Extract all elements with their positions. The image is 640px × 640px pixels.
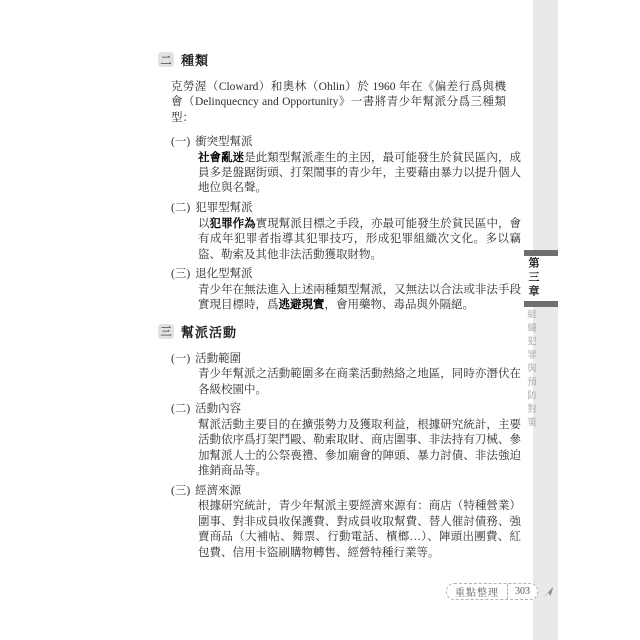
section-header	[158, 50, 524, 69]
item-label: (一)	[171, 352, 191, 365]
section-types	[158, 50, 524, 314]
page-number: 303	[507, 584, 537, 599]
section-title: 幫派活動	[181, 324, 238, 340]
chapter-tab-bar-bottom	[524, 301, 558, 307]
chapter-title-vertical: 組織犯罪與預防對策	[525, 309, 535, 431]
chapter-tab-bar-top	[524, 250, 558, 256]
item-body: 幫派活動主要目的在擴張勢力及獲取利益，根據研究統計，主要活動依序爲打架鬥毆、勒索取財、商店圍事、非法持有刀械、參加幫派人士的公祭喪禮、參加廟會的陣頭、暴力討債、非法強迫推銷商品等。	[198, 418, 521, 478]
page-marker-box	[446, 583, 538, 600]
sidebar-strip-top	[533, 0, 558, 250]
footer	[446, 583, 555, 600]
item-body: 以犯罪作為實現幫派目標之手段，亦最可能發生於貧民區中，會有成年犯罪者指導其犯罪技巧，形成犯罪組織次文化。多以竊盜、勒索及其他非法活動獲取財物。	[198, 217, 522, 261]
item-body: 青少年在無法進入上述兩種類型幫派，又無法以合法或非法手段實現目標時，爲逃避現實，會用藥物、毒品與外隔絕。	[198, 283, 521, 312]
section-title: 種類	[181, 53, 210, 68]
list-item	[158, 402, 524, 479]
cursor-arrow-icon	[542, 585, 555, 598]
item-body: 社會亂迷是此類型幫派產生的主因，最可能發生於貧民區內，成員多是盤踞街頭、打架鬧事的青少年，主要藉由暴力以提升個人地位與名聲。	[198, 151, 522, 195]
bold-term: 犯罪作為	[209, 217, 256, 230]
list-item	[158, 201, 524, 263]
section-intro: 克勞渥（Cloward）和奧林（Ohlin）於 1960 年在《偏差行爲與機會（Delinquecncy and Opportunity》一書將青少年幫派分爲三種類型：	[171, 81, 506, 124]
section-number-badge: 三	[158, 324, 174, 339]
list-item	[158, 135, 524, 197]
page-marker-label: 重點整理	[455, 588, 499, 599]
item-title-text: 活動內容	[195, 403, 242, 416]
item-title-text: 犯罪型幫派	[195, 202, 253, 215]
bold-lead: 社會亂迷	[198, 151, 245, 164]
list-item	[158, 352, 524, 398]
item-label: (三)	[171, 268, 191, 281]
item-label: (一)	[171, 136, 191, 149]
section-activities	[158, 322, 524, 561]
item-title-text: 活動範圍	[195, 352, 242, 365]
item-label: (三)	[171, 484, 191, 497]
chapter-number-label: 第三章	[527, 257, 539, 299]
item-label: (二)	[171, 202, 191, 215]
page-content	[158, 50, 524, 565]
list-item	[158, 267, 524, 313]
item-body: 青少年幫派之活動範圍多在商業活動熱絡之地區，同時亦潛伏在各級校園中。	[198, 368, 521, 396]
item-title-text: 衝突型幫派	[195, 136, 253, 149]
item-label: (二)	[171, 403, 191, 416]
section-header	[158, 322, 524, 341]
item-title-text: 退化型幫派	[195, 268, 253, 281]
bold-term: 逃避現實	[278, 299, 325, 312]
list-item	[158, 484, 524, 561]
section-number-badge: 二	[158, 52, 174, 67]
item-title-text: 經濟來源	[195, 484, 242, 497]
item-body: 根據研究統計，青少年幫派主要經濟來源有：商店（特種營業）圍事、對非成員收保護費、對成員收取幫費、替人催討債務、強賣商品（大補帖、舞票、行動電話、檳榔…）、陣頭出團費、紅包費、信用卡盜刷購物轉售、經營特種行業等。	[198, 500, 521, 559]
